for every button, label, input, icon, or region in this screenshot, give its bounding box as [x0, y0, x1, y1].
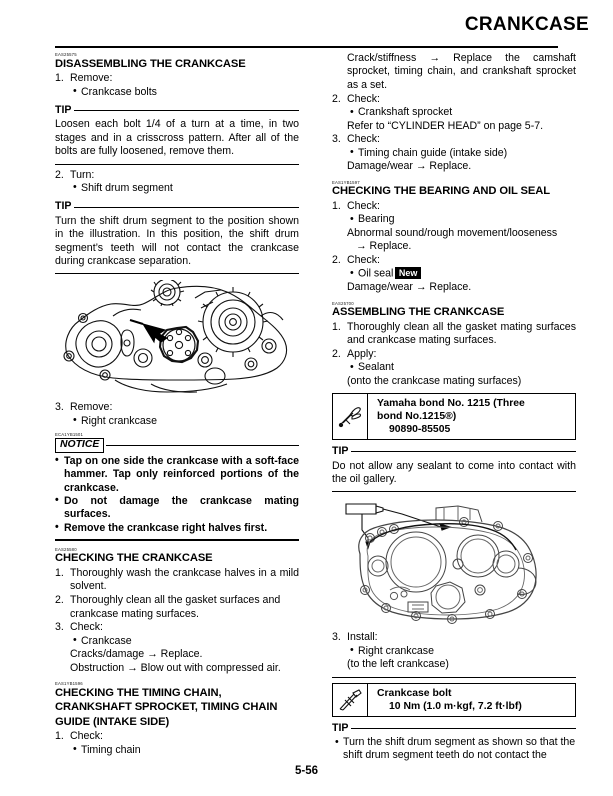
- step-install-right-crankcase: [332, 631, 576, 644]
- tip-text: Loosen each bolt 1/4 of a turn at a time, in two stages and in a crisscross pattern. After all of the bolts are fully loosened, remove them.: [55, 118, 299, 158]
- list-item-label: Oil seal: [358, 267, 394, 280]
- continued-text-block: [332, 52, 576, 92]
- section-divider: [332, 677, 576, 678]
- step-items: [332, 106, 576, 133]
- heading-checking-the-crankcase: CHECKING THE CRANKCASE: [55, 552, 213, 565]
- step-remove: [55, 72, 299, 85]
- spec-box-text: [368, 394, 575, 439]
- tip-header: [55, 104, 299, 117]
- step-items: [332, 213, 576, 253]
- step-number: 1.: [55, 566, 64, 579]
- list-item: • Shift drum segment: [70, 182, 299, 195]
- step-items: [55, 635, 299, 675]
- torque-wrench-icon: [333, 684, 368, 716]
- spec-box-text: [368, 684, 575, 716]
- new-part-badge: New: [395, 267, 421, 279]
- notice-item: • Tap on one side the crankcase with a soft-face hammer. Tap only reinforced portions of the crankcase.: [55, 455, 299, 495]
- tip-header: [332, 445, 576, 458]
- notice-item: • Remove the crankcase right halves first.: [55, 522, 299, 535]
- spec-line: 90890-85505: [389, 424, 451, 436]
- step-check-oil-seal: [332, 254, 576, 267]
- step-items: [332, 361, 576, 388]
- step-check-crankshaft-sprocket: [332, 93, 576, 106]
- header-divider: [55, 46, 558, 48]
- tip-header: [332, 722, 576, 735]
- section-code-checking-timing-chain: EAS1YB1596: [55, 681, 83, 687]
- heading-checking-the-bearing-and-oil-seal: CHECKING THE BEARING AND OIL SEAL: [332, 185, 550, 198]
- step-number: 2.: [55, 168, 64, 181]
- right-column: [332, 52, 576, 763]
- list-item: [347, 267, 576, 281]
- step-number: 2.: [332, 253, 341, 266]
- step-remove-right-crankcase: [55, 401, 299, 414]
- step-number: 3.: [332, 133, 341, 146]
- tip-header: [55, 200, 299, 213]
- step-text: Check:: [70, 621, 103, 634]
- step-text: Check:: [70, 730, 103, 743]
- tip-label: TIP: [332, 721, 349, 734]
- list-item-detail: (onto the crankcase mating surfaces): [347, 374, 522, 387]
- page-title: CRANKCASE: [464, 14, 589, 35]
- tip-label: TIP: [332, 445, 349, 458]
- crankcase-shift-drum-segment-illustration: [55, 280, 299, 398]
- step-text: Thoroughly clean all the gasket mating surfaces and crankcase mating surfaces.: [347, 320, 576, 347]
- step-text: Check:: [347, 92, 380, 105]
- step-text: Thoroughly wash the crankcase halves in a mild solvent.: [70, 566, 299, 593]
- step-text: Remove:: [70, 72, 113, 85]
- spec-line: 10 Nm (1.0 m·kgf, 7.2 ft·lbf): [389, 700, 522, 712]
- left-column: [55, 52, 299, 757]
- step-items: [332, 645, 576, 672]
- spec-line: Yamaha bond No. 1215 (Three: [377, 398, 525, 410]
- step-items: [55, 86, 299, 99]
- tip-label: TIP: [55, 200, 72, 213]
- step-wash: [55, 567, 299, 594]
- list-item-detail: (to the left crankcase): [347, 658, 449, 671]
- tip-label: TIP: [55, 103, 72, 116]
- section-divider: [55, 273, 299, 274]
- heading-checking-timing-chain-line2: CRANKSHAFT SPROCKET, TIMING CHAIN: [55, 701, 278, 714]
- step-number: 3.: [55, 401, 64, 414]
- step-check-bearing: [332, 200, 576, 213]
- notice-items: [55, 455, 299, 535]
- step-number: 2.: [55, 594, 64, 607]
- step-number: 3.: [332, 631, 341, 644]
- step-turn: [55, 169, 299, 182]
- step-number: 1.: [332, 320, 341, 333]
- tip-text: • Turn the shift drum segment as shown so that the shift drum segment teeth do not contact the: [332, 736, 576, 763]
- tip-rule: [74, 110, 299, 111]
- list-item-detail: Damage/wear → Replace.: [347, 281, 472, 294]
- step-number: 2.: [332, 92, 341, 105]
- step-check-timing-chain: [55, 730, 299, 743]
- step-check-timing-chain-guide: [332, 133, 576, 146]
- step-text: Apply:: [347, 348, 377, 360]
- notice-label: NOTICE: [55, 438, 104, 453]
- spec-box-sealant: [332, 393, 576, 440]
- list-item: • Sealant: [347, 361, 576, 374]
- step-clean-mating-surfaces: [332, 321, 576, 348]
- tip-rule: [351, 728, 576, 729]
- list-item-detail: → Replace.: [356, 239, 412, 252]
- spec-line: bond No.1215®): [377, 411, 457, 423]
- step-text: Turn:: [70, 168, 95, 181]
- step-check: [55, 621, 299, 634]
- notice-code: ECA1YB1501: [55, 432, 84, 438]
- step-items: [55, 744, 299, 757]
- heading-assembling-the-crankcase: ASSEMBLING THE CRANKCASE: [332, 306, 505, 319]
- list-item: • Bearing: [347, 213, 576, 226]
- cross-reference: Refer to “CYLINDER HEAD” on page 5-7.: [347, 119, 544, 132]
- list-item: • Crankcase: [70, 635, 299, 648]
- list-item-detail: Cracks/damage → Replace.: [70, 648, 203, 661]
- step-number: 1.: [55, 72, 64, 85]
- tip-rule: [351, 451, 576, 452]
- step-items: [332, 267, 576, 294]
- section-code-checking-bearing: EAS1YB1597: [332, 179, 360, 185]
- section-divider: [332, 491, 576, 492]
- step-apply-sealant: [332, 348, 576, 361]
- notice-rule: [106, 445, 299, 446]
- list-item-detail: Damage/wear → Replace.: [347, 160, 472, 173]
- sealant-tool-icon: [333, 394, 368, 439]
- tip-rule: [74, 207, 299, 208]
- step-text: Check:: [347, 133, 380, 146]
- heading-disassembling-the-crankcase: DISASSEMBLING THE CRANKCASE: [55, 57, 246, 70]
- section-code-assembling: EAS25700: [332, 300, 354, 306]
- heading-checking-timing-chain-line3: GUIDE (INTAKE SIDE): [55, 715, 170, 728]
- notice-header: [55, 438, 299, 453]
- list-item: • Crankshaft sprocket: [347, 106, 576, 119]
- step-items: [332, 147, 576, 174]
- tip-text: Turn the shift drum segment to the position shown in the illustration. In this position, the shift drum segment’s teeth will not contact the crankcase during crankcase separation.: [55, 214, 299, 267]
- list-item: • Timing chain guide (intake side): [347, 147, 576, 160]
- continued-text: Crack/stiffness → Replace the camshaft sprocket, timing chain, and crankshaft sprocket as a set.: [347, 52, 576, 91]
- section-divider: [55, 164, 299, 165]
- step-number: 3.: [55, 621, 64, 634]
- list-item-detail: Abnormal sound/rough movement/looseness: [347, 226, 558, 239]
- step-text: Thoroughly clean all the gasket surfaces and crankcase mating surfaces.: [70, 594, 281, 620]
- step-number: 1.: [332, 199, 341, 212]
- step-number: 2.: [332, 348, 341, 360]
- step-text: Check:: [347, 253, 380, 266]
- step-text: Check:: [347, 199, 380, 212]
- step-clean: [55, 594, 299, 621]
- list-item: • Right crankcase: [70, 415, 299, 428]
- spec-box-torque: [332, 683, 576, 717]
- step-text: Remove:: [70, 401, 113, 414]
- step-number: 1.: [55, 730, 64, 743]
- section-code-checking-crankcase: EAS25580: [55, 546, 77, 552]
- list-item: • Right crankcase: [347, 645, 576, 658]
- heading-checking-timing-chain-line1: CHECKING THE TIMING CHAIN,: [55, 686, 222, 699]
- tip-text: Do not allow any sealant to come into contact with the oil gallery.: [332, 459, 576, 486]
- right-crankcase-sealant-illustration: [332, 498, 576, 628]
- section-divider: [55, 539, 299, 541]
- spec-line: Crankcase bolt: [377, 687, 452, 699]
- list-item-detail: Obstruction → Blow out with compressed air.: [70, 661, 281, 674]
- section-code-disassembling: EAS25575: [55, 52, 77, 57]
- notice-item: • Do not damage the crankcase mating surfaces.: [55, 495, 299, 522]
- step-items: [55, 415, 299, 428]
- step-items: [55, 182, 299, 195]
- list-item: • Timing chain: [70, 744, 299, 757]
- step-text: Install:: [347, 631, 378, 644]
- page-number: 5-56: [294, 765, 319, 777]
- list-item: • Crankcase bolts: [70, 86, 299, 99]
